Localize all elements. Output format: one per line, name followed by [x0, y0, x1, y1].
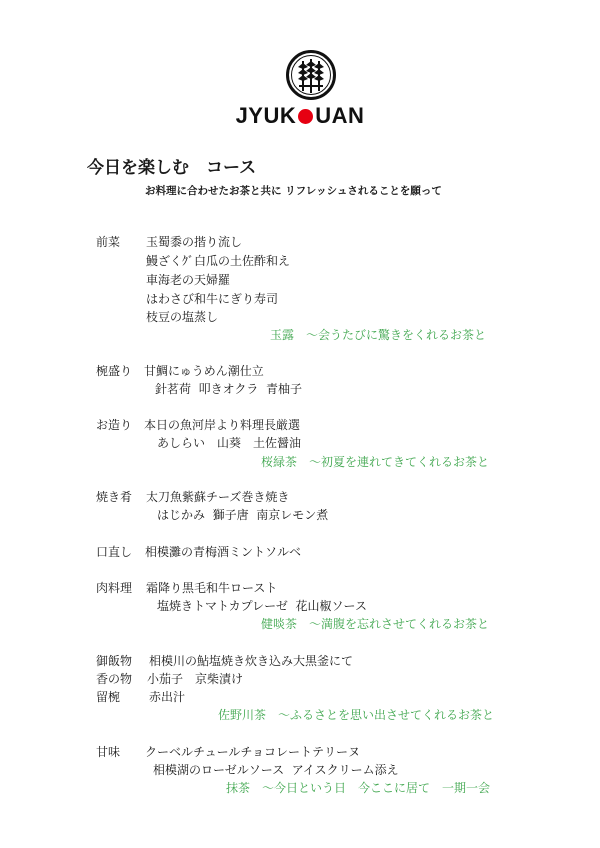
course-subtitle: お料理に合わせたお茶と共に リフレッシュされることを願って	[145, 185, 442, 197]
dish-niku-1: 霜降り黒毛和牛ロースト	[146, 581, 278, 595]
course-label-wanmori: 椀盛り	[96, 364, 133, 378]
course-label-yakizakana: 焼き肴	[96, 490, 133, 504]
brand-wordmark	[0, 103, 600, 129]
dish-amami-2: 相模湖のローゼルソース アイスクリーム添え	[153, 763, 399, 777]
dish-yakizakana-1: 太刀魚紫蘇チーズ巻き焼き	[146, 490, 290, 504]
dish-amami-1: クーベルチュールチョコレートテリーヌ	[145, 745, 361, 759]
dish-konomono-1: 小茄子 京柴漬け	[147, 672, 244, 686]
red-dot-icon	[298, 109, 313, 124]
dish-zensai-5: 枝豆の塩蒸し	[146, 310, 219, 324]
tea-pairing-tomewan: 佐野川茶 ～ふるさとを思い出させてくれるお茶と	[218, 708, 495, 722]
brand-text-left: JYUK	[235, 103, 297, 128]
dish-tomewan-1: 赤出汁	[149, 690, 186, 704]
brand-text-right: UAN	[315, 103, 365, 128]
dish-kuchinaoshi-1: 相模灘の青梅酒ミントソルベ	[145, 545, 302, 559]
dish-wanmori-1: 甘鯛にゅうめん潮仕立	[144, 364, 264, 378]
dish-otsukuri-2: あしらい 山葵 土佐醤油	[157, 436, 302, 450]
dish-zensai-4: はわさび和牛にぎり寿司	[146, 292, 279, 306]
tea-pairing-amami: 抹茶 ～今日という日 今ここに居て 一期一会	[226, 781, 491, 795]
course-label-konomono: 香の物	[96, 672, 133, 686]
dish-niku-2: 塩焼きトマトカプレーゼ 花山椒ソース	[157, 599, 367, 613]
dish-gohan-1: 相模川の鮎塩焼き炊き込み大黒釜にて	[149, 654, 354, 668]
dish-zensai-3: 車海老の天婦羅	[146, 273, 231, 287]
dish-yakizakana-2: はじかみ 獅子唐 南京レモン煮	[157, 508, 329, 522]
dish-wanmori-2: 針茗荷 叩きオクラ 青柚子	[155, 382, 303, 396]
course-label-gohan: 御飯物	[96, 654, 133, 668]
course-label-otsukuri: お造り	[96, 418, 133, 432]
tea-pairing-zensai: 玉露 ～会うたびに驚きをくれるお茶と	[270, 328, 487, 342]
course-label-niku: 肉料理	[96, 581, 133, 595]
dish-otsukuri-1: 本日の魚河岸より料理長厳選	[144, 418, 301, 432]
tea-pairing-otsukuri: 桜緑茶 ～初夏を連れてきてくれるお茶と	[261, 455, 490, 469]
wheat-crest-logo-icon	[285, 49, 337, 101]
dish-zensai-1: 玉蜀黍の揩り流し	[146, 235, 243, 249]
course-title: 今日を楽しむ コース	[87, 158, 257, 178]
course-label-kuchinaoshi: 口直し	[96, 545, 133, 559]
course-label-amami: 甘味	[96, 745, 121, 759]
dish-zensai-2: 鰻ざくｸﾞ白瓜の土佐酢和え	[146, 254, 291, 268]
tea-pairing-niku: 健啖茶 ～満腹を忘れさせてくれるお茶と	[261, 617, 490, 631]
course-label-zensai: 前菜	[96, 235, 121, 249]
course-label-tomewan: 留椀	[96, 690, 121, 704]
